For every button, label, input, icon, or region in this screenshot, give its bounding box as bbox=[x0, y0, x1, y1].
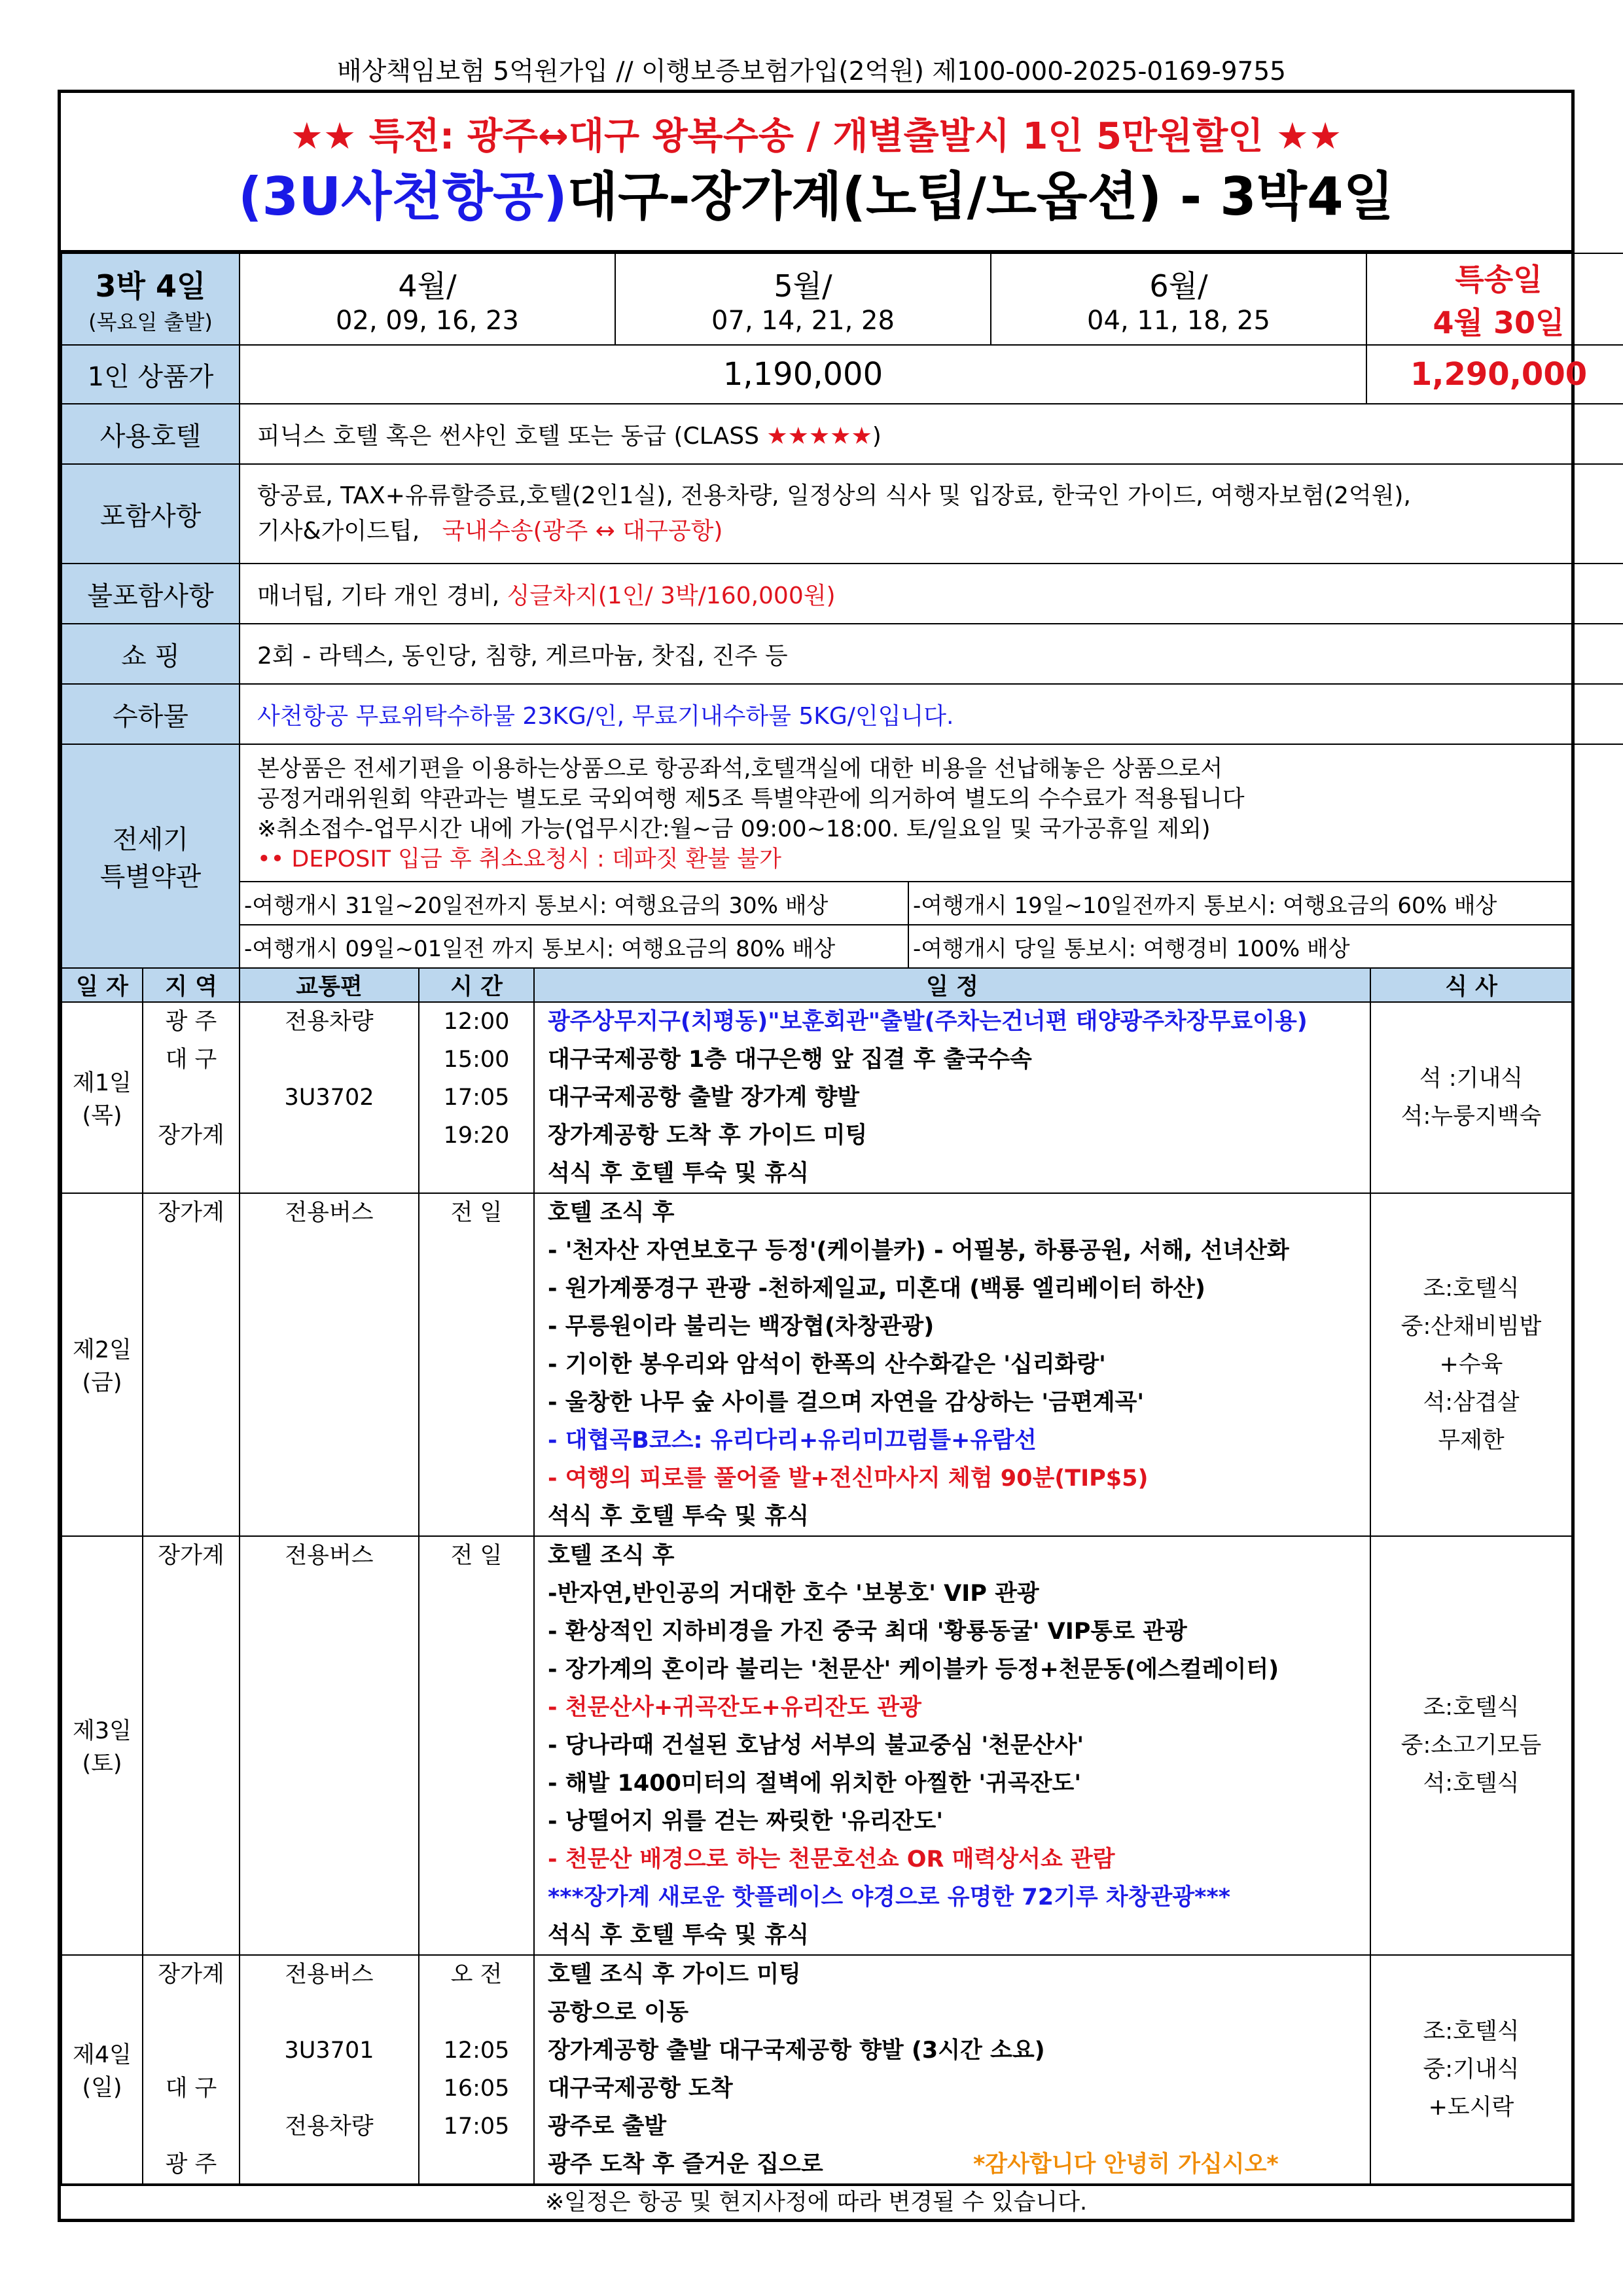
header-date: 일 자 bbox=[62, 968, 143, 1002]
transport: 전용차량 bbox=[285, 1009, 374, 1035]
itinerary-item: 석식 후 호텔 투숙 및 휴식 bbox=[548, 1160, 810, 1187]
departure-days: 07, 14, 21, 28 bbox=[711, 306, 895, 336]
itinerary-item: ***장가계 새로운 핫플레이스 야경으로 유명한 72기루 차창관광*** bbox=[548, 1884, 1231, 1910]
cancel-row-2 bbox=[62, 925, 1572, 968]
itinerary-item: - 여행의 피로를 풀어줄 발+전신마사지 체험 90분(TIP$5) bbox=[548, 1465, 1149, 1492]
itinerary-item: - 천문산 배경으로 하는 천문호선쇼 OR 매력상서쇼 관람 bbox=[548, 1846, 1115, 1873]
title-banner bbox=[61, 93, 1571, 253]
transport bbox=[240, 1041, 418, 1079]
meal: 중:기내식 bbox=[1423, 2056, 1520, 2083]
transport-cell bbox=[240, 1955, 419, 2184]
region bbox=[143, 2108, 239, 2145]
time: 12:05 bbox=[443, 2037, 510, 2064]
meal: +수육 bbox=[1439, 1352, 1503, 1378]
day-number: 제4일 bbox=[73, 2042, 132, 2068]
meal: 중:산채비빔밥 bbox=[1400, 1314, 1542, 1340]
itinerary-item: 호텔 조식 후 가이드 미팅 bbox=[548, 1962, 801, 1988]
region: 장가계 bbox=[158, 1962, 224, 1988]
shopping-label: 쇼 핑 bbox=[62, 624, 240, 684]
hotel-row bbox=[62, 404, 1623, 464]
terms-label bbox=[62, 744, 240, 968]
day-of-week: (토) bbox=[82, 1751, 122, 1777]
departure-day: (목요일 출발) bbox=[88, 310, 213, 334]
meal: 조:호텔식 bbox=[1423, 2018, 1520, 2045]
hotel-label: 사용호텔 bbox=[62, 404, 240, 464]
cancel-rule: -여행개시 09일~01일전 까지 통보시: 여행요금의 80% 배상 bbox=[240, 925, 908, 968]
transport: 전용버스 bbox=[285, 1200, 374, 1226]
day-label bbox=[62, 1002, 143, 1193]
month-cell-apr bbox=[240, 253, 615, 345]
excluded-row bbox=[62, 564, 1623, 624]
time: 16:05 bbox=[443, 2075, 510, 2102]
terms-line: ※취소접수-업무시간 내에 가능(업무시간:월~금 09:00~18:00. 토/일요일 및 국가공휴일 제외) bbox=[257, 816, 1211, 842]
region-cell bbox=[143, 1955, 240, 2184]
price-row bbox=[62, 345, 1623, 404]
terms-text-row bbox=[62, 744, 1572, 882]
time-cell bbox=[419, 1536, 534, 1955]
special-date: 4월 30일 bbox=[1433, 305, 1565, 340]
departure-days: 02, 09, 16, 23 bbox=[336, 306, 519, 336]
itinerary-item: 광주 도착 후 즐거운 집으로 *감사합니다 안녕히 가십시오* bbox=[548, 2145, 1370, 2183]
itinerary-item: 석식 후 호텔 투숙 및 휴식 bbox=[548, 1503, 810, 1530]
duration-cell bbox=[62, 253, 240, 345]
cancel-rule: -여행개시 31일~20일전까지 통보시: 여행요금의 30% 배상 bbox=[240, 882, 908, 925]
included-info bbox=[240, 464, 1623, 564]
included-tip: 기사&가이드팁, bbox=[257, 518, 420, 545]
included-row bbox=[62, 464, 1623, 564]
time: 17:05 bbox=[443, 2113, 510, 2140]
meal: 무제한 bbox=[1438, 1427, 1505, 1454]
transport-cell bbox=[240, 1002, 419, 1193]
insurance-note: 배상책임보험 5억원가입 // 이행보증보험가입(2억원) 제100-000-2025-0169-9755 bbox=[336, 57, 1286, 86]
itinerary-item: - 울창한 나무 숲 사이를 걸으며 자연을 감상하는 '금편계곡' bbox=[548, 1390, 1145, 1416]
itinerary-cell bbox=[534, 1193, 1370, 1536]
included-line bbox=[257, 514, 1623, 549]
baggage-info: 사천항공 무료위탁수하물 23KG/인, 무료기내수하물 5KG/인입니다. bbox=[240, 684, 1623, 744]
day-row bbox=[62, 1002, 1572, 1193]
day-row bbox=[62, 1193, 1572, 1536]
included-line: 항공료, TAX+유류할증료,호텔(2인1실), 전용차량, 일정상의 식사 및 입장료, 한국인 가이드, 여행자보험(2억원), bbox=[257, 482, 1411, 509]
hotel-close: ) bbox=[872, 422, 882, 450]
price-label: 1인 상품가 bbox=[62, 345, 240, 404]
included-label: 포함사항 bbox=[62, 464, 240, 564]
itinerary-item: - 천문산사+귀곡잔도+유리잔도 관광 bbox=[548, 1695, 921, 1721]
itinerary-item: 광주로 출발 bbox=[548, 2113, 667, 2140]
region: 장가계 bbox=[158, 1200, 224, 1226]
region bbox=[143, 2032, 239, 2070]
footer-note: ※일정은 항공 및 현지사정에 따라 변경될 수 있습니다. bbox=[61, 2185, 1571, 2219]
time: 전 일 bbox=[450, 1543, 503, 1569]
baggage-row bbox=[62, 684, 1623, 744]
time-cell bbox=[419, 1193, 534, 1536]
region: 장가계 bbox=[158, 1122, 224, 1149]
schedule-header bbox=[62, 968, 1572, 1002]
hotel-text: 피닉스 호텔 혹은 썬샤인 호텔 또는 동급 (CLASS bbox=[257, 422, 767, 450]
day-of-week: (일) bbox=[82, 2075, 122, 2101]
itinerary-item: - 당나라때 건설된 호남성 서부의 불교중심 '천문산사' bbox=[548, 1732, 1084, 1759]
header-region: 지 역 bbox=[143, 968, 240, 1002]
day-number: 제1일 bbox=[73, 1070, 132, 1096]
dates-row bbox=[62, 253, 1623, 345]
itinerary-cell bbox=[534, 1002, 1370, 1193]
special-date-label: 특송일 bbox=[1455, 262, 1543, 297]
cancel-rule: -여행개시 19일~10일전까지 통보시: 여행요금의 60% 배상 bbox=[908, 882, 1572, 925]
terms-table bbox=[61, 744, 1573, 969]
itinerary-item: 석식 후 호텔 투숙 및 휴식 bbox=[548, 1922, 810, 1948]
month-label: 6월/ bbox=[1149, 268, 1208, 304]
regular-price: 1,190,000 bbox=[240, 345, 1366, 404]
day-number: 제2일 bbox=[73, 1337, 132, 1363]
itinerary-item: - 대협곡B코스: 유리다리+유리미끄럼틀+유람선 bbox=[548, 1427, 1037, 1454]
itinerary-cell bbox=[534, 1536, 1370, 1955]
info-table bbox=[61, 253, 1623, 745]
itinerary-item: - 무릉원이라 불리는 백장협(차창관광) bbox=[548, 1314, 935, 1340]
time: 오 전 bbox=[450, 1962, 503, 1988]
itinerary-item: - 원가계풍경구 관광 -천하제일교, 미혼대 (백룡 엘리베이터 하산) bbox=[548, 1276, 1205, 1302]
time: 17:05 bbox=[443, 1085, 510, 1111]
airline-name: (3U사천항공) bbox=[238, 166, 567, 227]
region: 광 주 bbox=[165, 2151, 217, 2178]
region bbox=[143, 1079, 239, 1117]
itinerary-item: - 기이한 봉우리와 암석이 한폭의 산수화같은 '십리화랑' bbox=[548, 1352, 1106, 1378]
single-charge: 싱글차지(1인/ 3박/160,000원) bbox=[507, 582, 836, 609]
day-of-week: (금) bbox=[82, 1370, 122, 1396]
itinerary-item: -반자연,반인공의 거대한 호수 '보봉호' VIP 관광 bbox=[548, 1581, 1039, 1607]
day-label bbox=[62, 1193, 143, 1536]
domestic-transport: 국내수송(광주 ↔ 대구공항) bbox=[442, 518, 723, 545]
meal: 석:삼겹살 bbox=[1423, 1390, 1520, 1416]
itinerary-item: 대구국제공항 출발 장가계 향발 bbox=[548, 1085, 860, 1111]
itinerary-item: 장가계공항 출발 대구국제공항 향발 (3시간 소요) bbox=[548, 2037, 1045, 2064]
farewell-message: *감사합니다 안녕히 가십시오* bbox=[973, 2151, 1279, 2178]
itinerary-cell bbox=[534, 1955, 1370, 2184]
duration-label: 3박 4일 bbox=[95, 268, 206, 304]
time-cell bbox=[419, 1002, 534, 1193]
day-number: 제3일 bbox=[73, 1718, 132, 1744]
header-transport: 교통편 bbox=[240, 968, 419, 1002]
itinerary-item: 광주상무지구(치평동)"보훈회관"출발(주차는건너편 태양광주차장무료이용) bbox=[548, 1009, 1308, 1035]
region-cell bbox=[143, 1002, 240, 1193]
meal: 석:호텔식 bbox=[1423, 1770, 1520, 1797]
itinerary-item: 호텔 조식 후 bbox=[548, 1200, 675, 1226]
cancel-row-1 bbox=[62, 882, 1572, 925]
time: 19:20 bbox=[443, 1122, 510, 1149]
cancel-rule: -여행개시 당일 통보시: 여행경비 100% 배상 bbox=[908, 925, 1572, 968]
header-itinerary: 일 정 bbox=[534, 968, 1370, 1002]
shopping-row bbox=[62, 624, 1623, 684]
meal: 중:소고기모듬 bbox=[1400, 1732, 1542, 1759]
month-label: 4월/ bbox=[398, 268, 457, 304]
header-meals: 식 사 bbox=[1370, 968, 1572, 1002]
itinerary-item: - 낭떨어지 위를 걷는 짜릿한 '유리잔도' bbox=[548, 1808, 944, 1835]
terms-text bbox=[240, 744, 1572, 882]
time-cell bbox=[419, 1955, 534, 2184]
meal: +도시락 bbox=[1428, 2094, 1514, 2121]
meals-cell bbox=[1370, 1002, 1572, 1193]
region bbox=[143, 1994, 239, 2032]
header-time: 시 간 bbox=[419, 968, 534, 1002]
time bbox=[419, 1994, 533, 2032]
deposit-notice: •• DEPOSIT 입금 후 취소요청시 : 데파짓 환불 불가 bbox=[257, 846, 781, 872]
excluded-label: 불포함사항 bbox=[62, 564, 240, 624]
terms-label-2: 특별약관 bbox=[99, 862, 202, 892]
region: 장가계 bbox=[158, 1543, 224, 1569]
region: 대 구 bbox=[165, 2075, 217, 2102]
transport: 3U3702 bbox=[284, 1085, 374, 1111]
transport-cell bbox=[240, 1193, 419, 1536]
meals-cell bbox=[1370, 1536, 1572, 1955]
transport: 전용버스 bbox=[285, 1962, 374, 1988]
itinerary-item: 장가계공항 도착 후 가이드 미팅 bbox=[548, 1122, 868, 1149]
meal: 석:누룽지백숙 bbox=[1400, 1103, 1542, 1130]
month-cell-may bbox=[615, 253, 991, 345]
itinerary-item: - 장가계의 혼이라 불리는 '천문산' 케이블카 등정+천문동(에스컬레이터) bbox=[548, 1657, 1279, 1683]
terms-label-1: 전세기 bbox=[113, 825, 188, 855]
itinerary-frame bbox=[58, 90, 1588, 2222]
terms-line: 공정거래위원회 약관과는 별도로 국외여행 제5조 특별약관에 의거하여 별도의 수수료가 적용됩니다 bbox=[257, 786, 1245, 812]
schedule-table bbox=[61, 967, 1573, 2185]
star-rating: ★★★★★ bbox=[766, 422, 872, 450]
transport: 전용버스 bbox=[285, 1543, 374, 1569]
day-label bbox=[62, 1536, 143, 1955]
itinerary-item: 대구국제공항 1층 대구은행 앞 집결 후 출국수속 bbox=[548, 1047, 1032, 1073]
region-cell bbox=[143, 1536, 240, 1955]
time: 15:00 bbox=[443, 1047, 510, 1073]
itinerary-item: - 환상적인 지하비경을 가진 중국 최대 '황룡동굴' VIP통로 관광 bbox=[548, 1619, 1187, 1645]
itinerary-item: 호텔 조식 후 bbox=[548, 1543, 675, 1569]
region-cell bbox=[143, 1193, 240, 1536]
day-of-week: (목) bbox=[82, 1103, 122, 1129]
meal: 석 :기내식 bbox=[1419, 1066, 1524, 1092]
region: 대 구 bbox=[165, 1047, 217, 1073]
transport bbox=[240, 2070, 418, 2108]
excluded-info bbox=[240, 564, 1623, 624]
baggage-label: 수하물 bbox=[62, 684, 240, 744]
meals-cell bbox=[1370, 1193, 1572, 1536]
hotel-info bbox=[240, 404, 1623, 464]
month-label: 5월/ bbox=[774, 268, 832, 304]
itinerary-item: - 해발 1400미터의 절벽에 위치한 아찔한 '귀곡잔도' bbox=[548, 1770, 1082, 1797]
excluded-text: 매너팁, 기타 개인 경비, bbox=[257, 582, 500, 609]
special-date-cell bbox=[1366, 253, 1623, 345]
special-benefit: ★★ 특전: 광주↔대구 왕복수송 / 개별출발시 1인 5만원할인 ★★ bbox=[290, 115, 1342, 158]
region: 광 주 bbox=[165, 1009, 217, 1035]
day-label bbox=[62, 1955, 143, 2184]
month-cell-jun bbox=[991, 253, 1366, 345]
special-price: 1,290,000 bbox=[1366, 345, 1623, 404]
time: 12:00 bbox=[443, 1009, 510, 1035]
transport bbox=[240, 1994, 418, 2032]
transport-cell bbox=[240, 1536, 419, 1955]
transport: 3U3701 bbox=[284, 2037, 374, 2064]
itinerary-item: 공항으로 이동 bbox=[548, 2000, 689, 2026]
time: 전 일 bbox=[450, 1200, 503, 1226]
meal: 조:호텔식 bbox=[1423, 1695, 1520, 1721]
departure-days: 04, 11, 18, 25 bbox=[1087, 306, 1270, 336]
meal: 조:호텔식 bbox=[1423, 1276, 1520, 1302]
meals-cell bbox=[1370, 1955, 1572, 2184]
transport: 전용차량 bbox=[285, 2113, 374, 2140]
page-title bbox=[61, 161, 1571, 233]
terms-line: 본상품은 전세기편을 이용하는상품으로 항공좌석,호텔객실에 대한 비용을 선납해놓은 상품으로서 bbox=[257, 756, 1223, 782]
day-row bbox=[62, 1955, 1572, 2184]
itinerary-item: 대구국제공항 도착 bbox=[548, 2075, 733, 2102]
itinerary-item: - '천자산 자연보호구 등정'(케이블카) - 어필봉, 하룡공원, 서해, 선녀산화 bbox=[548, 1238, 1289, 1264]
shopping-info: 2회 - 라텍스, 동인당, 침향, 게르마늄, 찻집, 진주 등 bbox=[240, 624, 1623, 684]
day-row bbox=[62, 1536, 1572, 1955]
title-text: 대구-장가계(노팁/노옵션) - 3박4일 bbox=[567, 166, 1394, 227]
